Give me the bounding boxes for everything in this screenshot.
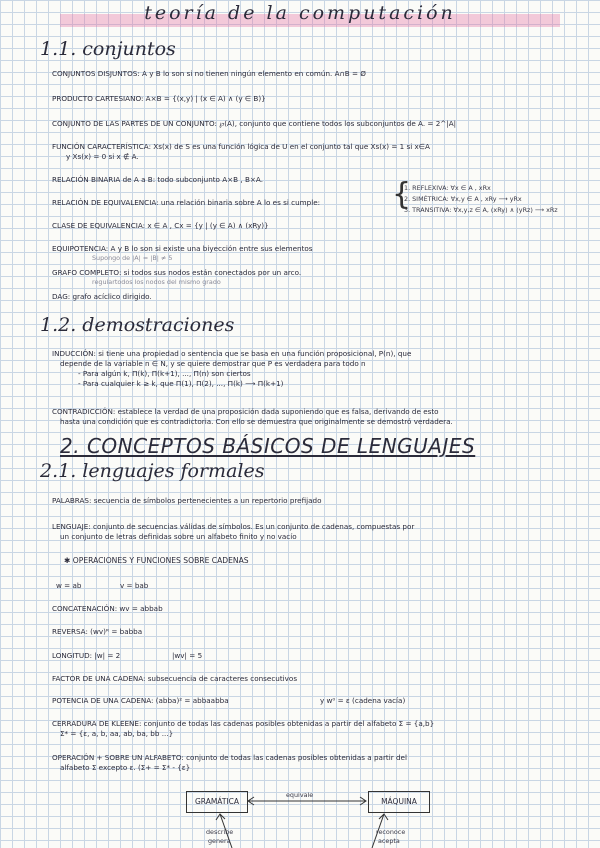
def-funcion-caracteristica: FUNCIÓN CARACTERÍSTICA: Xs(x) de S es una función lógica de U en el conjunto tal que Xs(x) = 1 si x∈A	[52, 142, 430, 151]
def-longitud-2: |wv| = 5	[172, 651, 203, 660]
example-v: v = bab	[120, 581, 149, 590]
def-partes: CONJUNTO DE LAS PARTES DE UN CONJUNTO: ℘(A), conjunto que contiene todos los subconjuntos de A. = 2^|A|	[52, 119, 457, 128]
induccion-paso-2: - Para cualquier k ≥ k, que Π(1), Π(2), ..., Π(k) ⟶ Π(k+1)	[78, 379, 284, 388]
def-equipotencia: EQUIPOTENCIA: A y B lo son si existe una biyección entre sus elementos	[52, 244, 313, 253]
subheading-operaciones: ✱ OPERACIONES Y FUNCIONES SOBRE CADENAS	[64, 556, 249, 565]
def-contradiccion-2: hasta una condición que es contradictoria. Con ello se demuestra que originalmente se demostró verdadera.	[60, 417, 453, 426]
label-describe: describe	[206, 828, 234, 836]
section-2-1-title: 2.1. lenguajes formales	[40, 460, 265, 482]
def-concatenacion: CONCATENACIÓN: wv = abbab	[52, 604, 163, 613]
def-longitud: LONGITUD: |w| = 2	[52, 651, 121, 660]
def-contradiccion: CONTRADICCIÓN: establece la verdad de una proposición dada suponiendo que es falsa, derivando de esto	[52, 407, 439, 416]
page-title: teoría de la computación	[0, 2, 600, 24]
def-reversa: REVERSA: (wv)ᴿ = babba	[52, 627, 143, 636]
def-induccion-2: depende de la variable n ∈ N, y se quiere demostrar que P es verdadera para todo n	[60, 359, 366, 368]
def-potencia: POTENCIA DE UNA CADENA: (abba)² = abbaabba	[52, 696, 229, 705]
note-equipotencia: Supongo de |A| = |B| ≠ 5	[92, 254, 173, 262]
def-relacion-equivalencia: RELACIÓN DE EQUIVALENCIA: una relación binaria sobre A lo es si cumple:	[52, 198, 321, 207]
def-lenguaje-2: un conjunto de letras definidas sobre un alfabeto finito y no vacío	[60, 532, 297, 541]
prop-reflexiva: 1. REFLEXIVA: ∀x ∈ A , xRx	[404, 184, 491, 192]
label-acepta: acepta	[378, 837, 400, 845]
note-grafo-regular: regulartodos los nodos del mismo grado	[92, 278, 221, 286]
prop-transitiva: 3. TRANSITIVA: ∀x,y,z ∈ A, (xRy) ∧ (yRz) ⟶ xRz	[404, 206, 558, 214]
def-palabras: PALABRAS: secuencia de símbolos pertenecientes a un repertorio prefijado	[52, 496, 322, 505]
def-factor: FACTOR DE UNA CADENA: subsecuencia de caracteres consecutivos	[52, 674, 298, 683]
def-operacion-mas-2: alfabeto Σ excepto ε. (Σ+ = Σ* - {ε}	[60, 763, 191, 772]
label-genera: genera	[208, 837, 231, 845]
prop-simetrica: 2. SIMÉTRICA: ∀x,y ∈ A , xRy ⟶ yRx	[404, 195, 522, 203]
def-induccion: INDUCCIÓN: si tiene una propiedad o sentencia que se basa en una función proposicional, P(n), que	[52, 349, 412, 358]
box-gramatica: GRAMÁTICA	[186, 791, 248, 813]
def-lenguaje: LENGUAJE: conjunto de secuencias válidas de símbolos. Es un conjunto de cadenas, compuestas por	[52, 522, 415, 531]
def-disjuntos: CONJUNTOS DISJUNTOS: A y B lo son si no tienen ningún elemento en común. A∩B = Ø	[52, 69, 366, 78]
def-operacion-mas: OPERACIÓN + SOBRE UN ALFABETO: conjunto de todas las cadenas posibles obtenidas a partir del	[52, 753, 407, 762]
def-kleene: CERRADURA DE KLEENE: conjunto de todas las cadenas posibles obtenidas a partir del alfabeto Σ = {a,b}	[52, 719, 435, 728]
box-maquina: MÁQUINA	[368, 791, 430, 813]
label-reconoce: reconoce	[376, 828, 406, 836]
def-funcion-caracteristica-2: y Xs(x) = 0 si x ∉ A.	[66, 152, 139, 161]
induccion-paso-1: - Para algún k, Π(k), Π(k+1), ..., Π(n) son ciertos	[78, 369, 251, 378]
label-equivale: equivale	[286, 791, 314, 799]
def-relacion-binaria: RELACIÓN BINARIA de A a B: todo subconjunto A×B , B×A.	[52, 175, 263, 184]
def-producto-cartesiano: PRODUCTO CARTESIANO: A×B = {(x,y) | (x ∈ A) ∧ (y ∈ B)}	[52, 94, 266, 103]
brace: {	[392, 177, 412, 212]
example-w: w = ab	[56, 581, 82, 590]
def-kleene-2: Σ* = {ε, a, b, aa, ab, ba, bb ...}	[60, 729, 174, 738]
def-dag: DAG: grafo acíclico dirigido.	[52, 292, 152, 301]
def-potencia-cero: y w⁰ = ε (cadena vacía)	[320, 696, 406, 705]
section-1-1-title: 1.1. conjuntos	[40, 38, 176, 60]
def-grafo-completo: GRAFO COMPLETO: si todos sus nodos están conectados por un arco.	[52, 268, 302, 277]
section-1-2-title: 1.2. demostraciones	[40, 314, 235, 336]
section-2-title: 2. CONCEPTOS BÁSICOS DE LENGUAJES	[60, 434, 476, 458]
def-clase-equivalencia: CLASE DE EQUIVALENCIA: x ∈ A , Cx = {y | (y ∈ A) ∧ (xRy)}	[52, 221, 269, 230]
